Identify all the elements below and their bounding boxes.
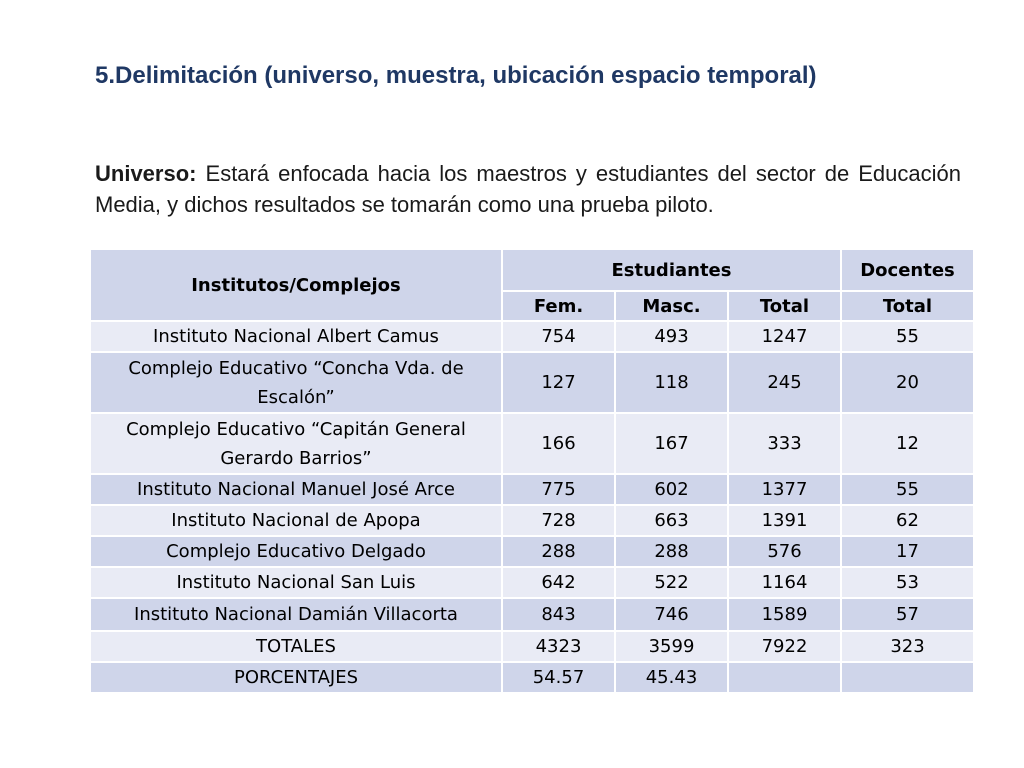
- cell-fem: 288: [502, 536, 615, 567]
- cell-masc: 45.43: [615, 662, 728, 693]
- header-masc: Masc.: [615, 291, 728, 321]
- table-row: [90, 474, 974, 505]
- cell-institution: Instituto Nacional San Luis: [90, 567, 502, 598]
- cell-docentes: 20: [841, 352, 974, 413]
- cell-fem: 54.57: [502, 662, 615, 693]
- table-row: [90, 352, 974, 413]
- cell-total: 1164: [728, 567, 841, 598]
- table-row: [90, 567, 974, 598]
- cell-institution: Complejo Educativo “Capitán General Gerardo Barrios”: [90, 413, 502, 474]
- cell-total: 1391: [728, 505, 841, 536]
- universo-text: Estará enfocada hacia los maestros y estudiantes del sector de Educación Media, y dichos resultados se tomarán como una prueba piloto.: [95, 161, 961, 217]
- cell-masc: 3599: [615, 631, 728, 662]
- cell-docentes: 55: [841, 474, 974, 505]
- cell-fem: 728: [502, 505, 615, 536]
- cell-docentes: 53: [841, 567, 974, 598]
- cell-institution: PORCENTAJES: [90, 662, 502, 693]
- cell-masc: 493: [615, 321, 728, 352]
- cell-fem: 4323: [502, 631, 615, 662]
- cell-docentes: 17: [841, 536, 974, 567]
- cell-docentes: 57: [841, 598, 974, 631]
- cell-masc: 118: [615, 352, 728, 413]
- cell-masc: 288: [615, 536, 728, 567]
- cell-institution: Instituto Nacional Albert Camus: [90, 321, 502, 352]
- cell-masc: 663: [615, 505, 728, 536]
- table-row: [90, 321, 974, 352]
- cell-masc: 522: [615, 567, 728, 598]
- cell-institution: Instituto Nacional Damián Villacorta: [90, 598, 502, 631]
- header-total-estudiantes: Total: [728, 291, 841, 321]
- cell-docentes: 323: [841, 631, 974, 662]
- slide-title: 5.Delimitación (universo, muestra, ubicación espacio temporal): [95, 62, 817, 89]
- cell-total: 7922: [728, 631, 841, 662]
- cell-institution: Complejo Educativo “Concha Vda. de Escalón”: [90, 352, 502, 413]
- institutions-table: [89, 248, 975, 694]
- table-row-totals: [90, 631, 974, 662]
- cell-total: 576: [728, 536, 841, 567]
- cell-fem: 127: [502, 352, 615, 413]
- cell-institution: TOTALES: [90, 631, 502, 662]
- cell-docentes: [841, 662, 974, 693]
- cell-institution: Complejo Educativo Delgado: [90, 536, 502, 567]
- cell-masc: 602: [615, 474, 728, 505]
- header-institutos: Institutos/Complejos: [90, 249, 502, 321]
- universo-label: Universo:: [95, 161, 197, 186]
- cell-total: [728, 662, 841, 693]
- cell-fem: 166: [502, 413, 615, 474]
- cell-fem: 642: [502, 567, 615, 598]
- table-row: [90, 505, 974, 536]
- cell-total: 1377: [728, 474, 841, 505]
- table-row: [90, 598, 974, 631]
- cell-fem: 843: [502, 598, 615, 631]
- header-fem: Fem.: [502, 291, 615, 321]
- cell-total: 245: [728, 352, 841, 413]
- header-total-docentes: Total: [841, 291, 974, 321]
- cell-masc: 167: [615, 413, 728, 474]
- cell-docentes: 62: [841, 505, 974, 536]
- cell-fem: 754: [502, 321, 615, 352]
- cell-total: 1247: [728, 321, 841, 352]
- table-row-percentages: [90, 662, 974, 693]
- header-docentes: Docentes: [841, 249, 974, 291]
- cell-docentes: 12: [841, 413, 974, 474]
- cell-masc: 746: [615, 598, 728, 631]
- table-row: [90, 536, 974, 567]
- universo-paragraph: [95, 158, 961, 220]
- table-row: [90, 413, 974, 474]
- cell-docentes: 55: [841, 321, 974, 352]
- cell-total: 1589: [728, 598, 841, 631]
- header-estudiantes: Estudiantes: [502, 249, 841, 291]
- cell-fem: 775: [502, 474, 615, 505]
- cell-institution: Instituto Nacional Manuel José Arce: [90, 474, 502, 505]
- cell-institution: Instituto Nacional de Apopa: [90, 505, 502, 536]
- cell-total: 333: [728, 413, 841, 474]
